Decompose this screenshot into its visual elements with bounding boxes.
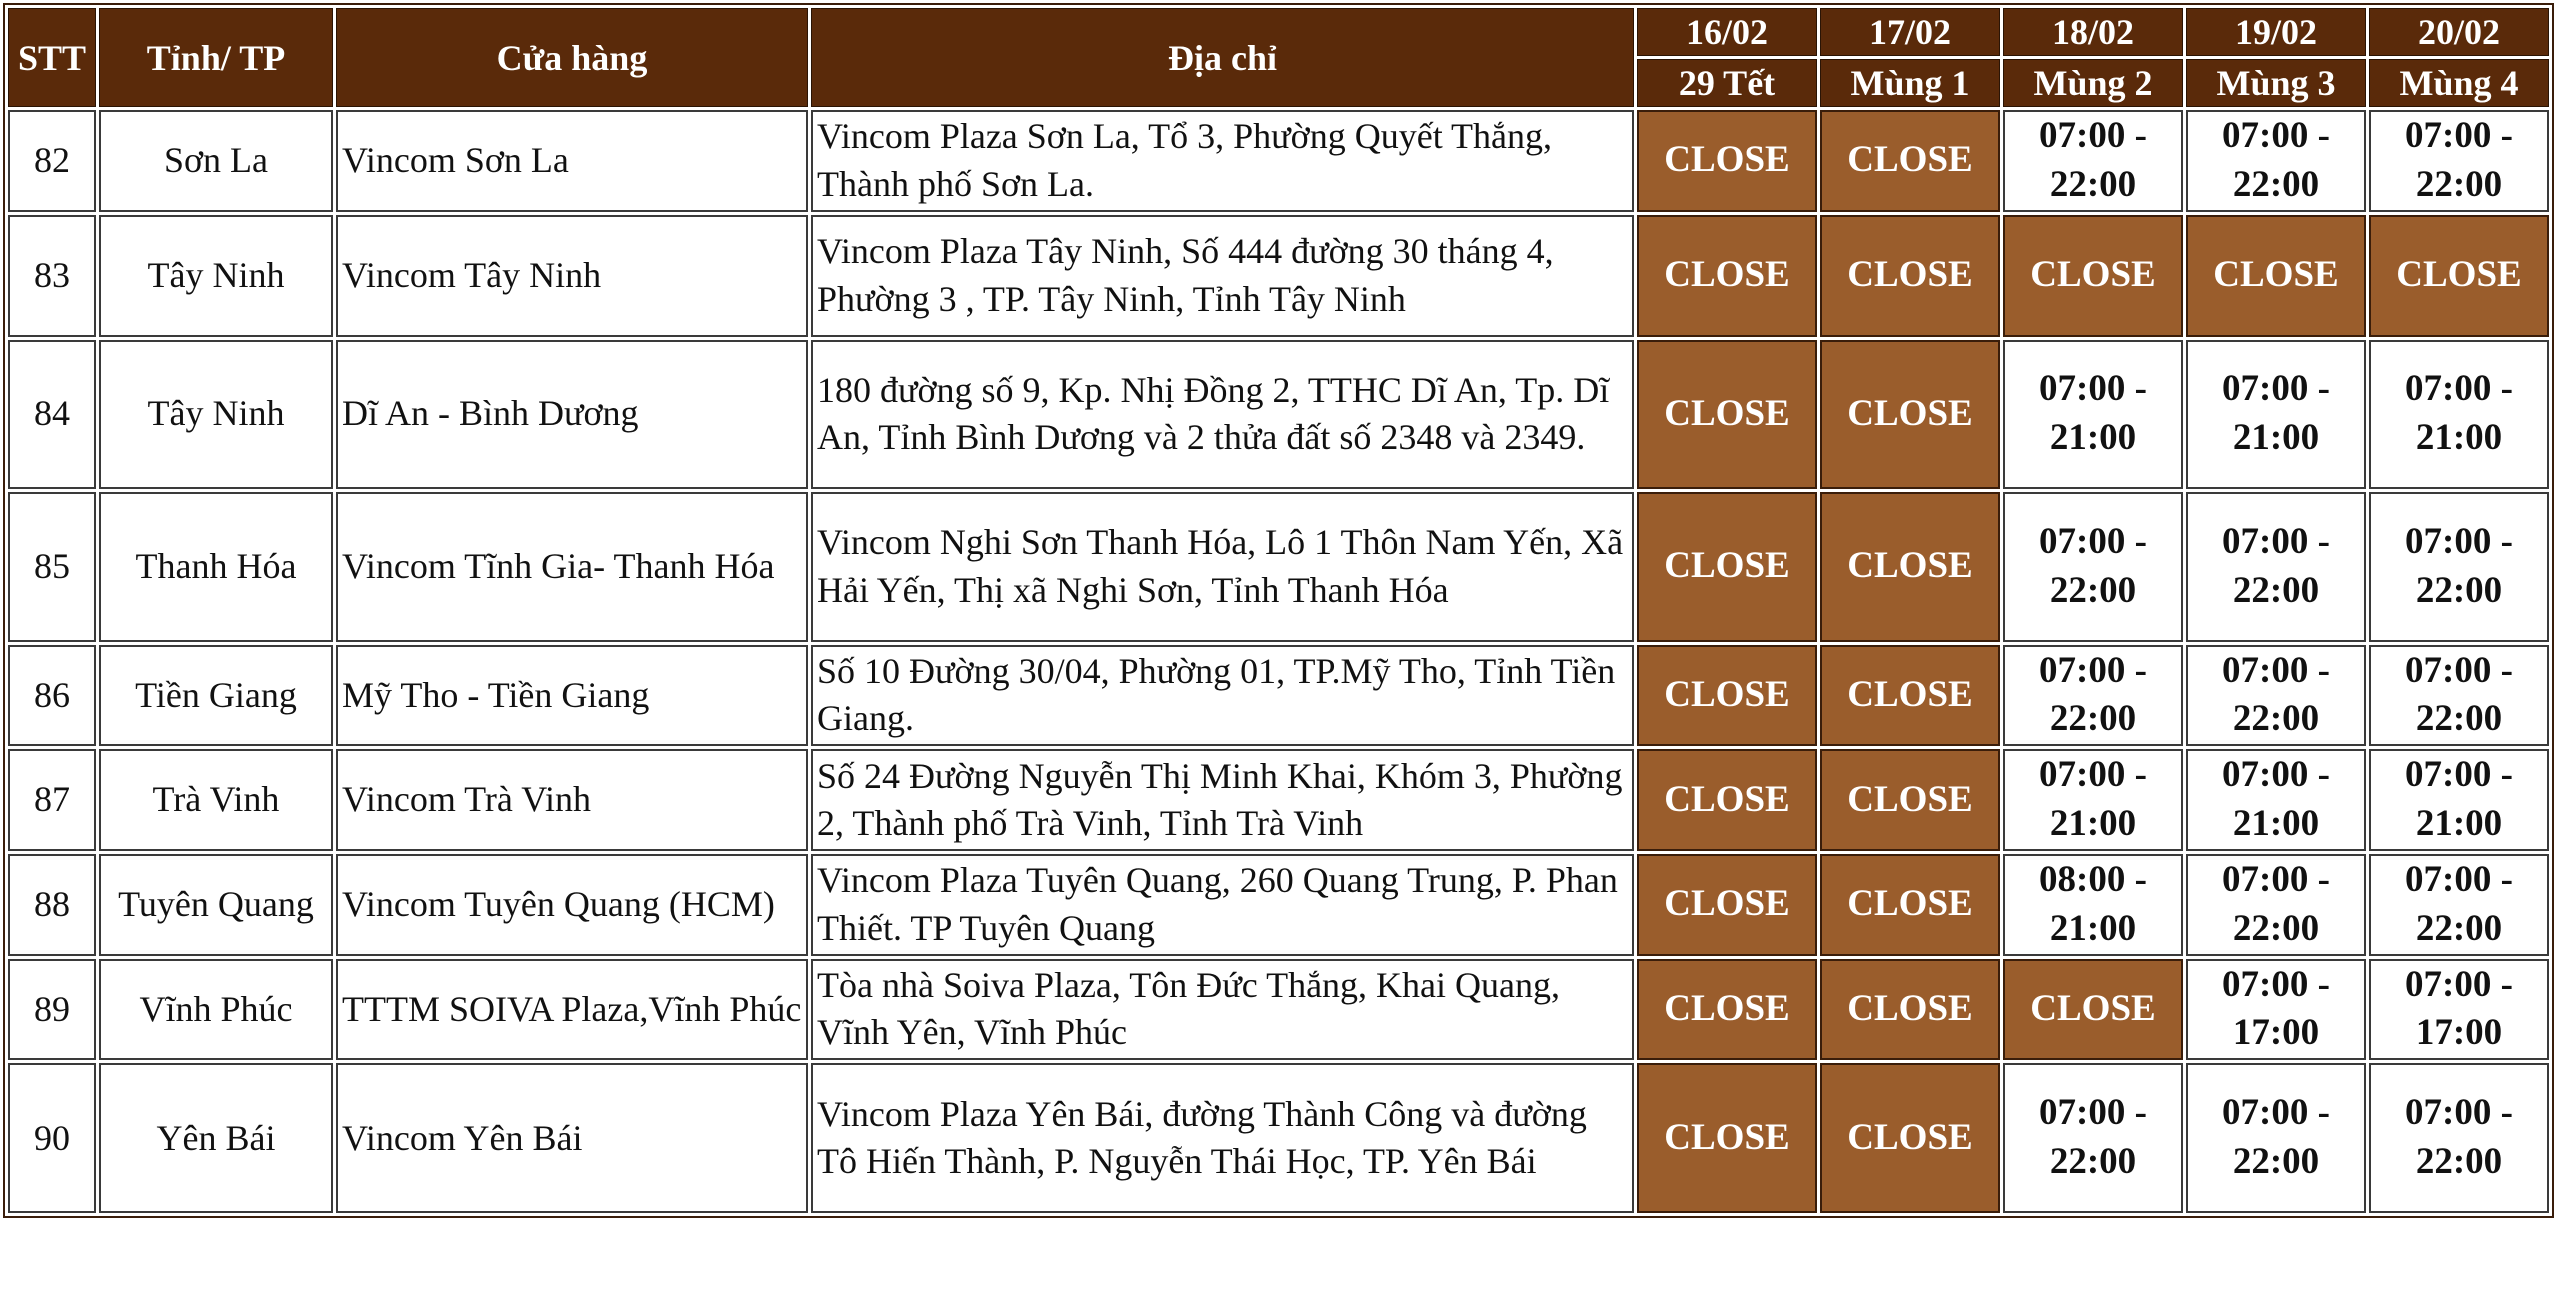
header-date: 16/02: [1637, 8, 1817, 56]
table-row: [8, 340, 2549, 489]
opening-time: 07:00 -: [2039, 368, 2147, 410]
status-hours: [2369, 110, 2549, 212]
table-header: [8, 8, 2549, 107]
opening-time: 07:00 -: [2405, 520, 2513, 562]
row-number: 87: [8, 749, 96, 851]
status-closed: CLOSE: [1637, 1063, 1817, 1213]
header-date: 17/02: [1820, 8, 2000, 56]
row-number: 88: [8, 854, 96, 956]
opening-time: 07:00 -: [2039, 649, 2147, 691]
province-cell: Yên Bái: [99, 1063, 333, 1213]
opening-time: 07:00 -: [2405, 754, 2513, 796]
address-cell: Số 10 Đường 30/04, Phường 01, TP.Mỹ Tho, Tỉnh Tiền Giang.: [811, 645, 1634, 747]
store-name-cell: Vincom Yên Bái: [336, 1063, 808, 1213]
table-row: [8, 492, 2549, 642]
store-name-cell: Vincom Sơn La: [336, 110, 808, 212]
table-row: [8, 110, 2549, 212]
row-number: 84: [8, 340, 96, 489]
status-hours: [2369, 959, 2549, 1061]
header-address: Địa chỉ: [811, 8, 1634, 107]
status-hours: [2186, 645, 2366, 747]
status-closed: CLOSE: [1637, 492, 1817, 642]
closing-time: 22:00: [2049, 569, 2137, 611]
row-number: 83: [8, 215, 96, 337]
status-closed: CLOSE: [2369, 215, 2549, 337]
store-name-cell: Mỹ Tho - Tiền Giang: [336, 645, 808, 747]
closing-time: 22:00: [2049, 163, 2137, 205]
status-hours: [2003, 1063, 2183, 1213]
status-hours: [2369, 492, 2549, 642]
status-hours: [2003, 854, 2183, 956]
store-hours-table: [3, 3, 2554, 1218]
status-hours: [2003, 110, 2183, 212]
status-hours: [2186, 1063, 2366, 1213]
opening-time: 08:00 -: [2039, 858, 2147, 900]
status-closed: CLOSE: [1820, 340, 2000, 489]
opening-time: 07:00 -: [2222, 963, 2330, 1005]
header-date: 18/02: [2003, 8, 2183, 56]
opening-time: 07:00 -: [2222, 520, 2330, 562]
closing-time: 22:00: [2415, 698, 2503, 740]
closing-time: 21:00: [2232, 417, 2320, 459]
status-hours: [2369, 749, 2549, 851]
status-hours: [2369, 340, 2549, 489]
row-number: 82: [8, 110, 96, 212]
address-cell: Vincom Plaza Tây Ninh, Số 444 đường 30 tháng 4, Phường 3 , TP. Tây Ninh, Tỉnh Tây Ninh: [811, 215, 1634, 337]
status-closed: CLOSE: [1820, 749, 2000, 851]
header-province: Tỉnh/ TP: [99, 8, 333, 107]
status-hours: [2369, 1063, 2549, 1213]
address-cell: Số 24 Đường Nguyễn Thị Minh Khai, Khóm 3, Phường 2, Thành phố Trà Vinh, Tỉnh Trà Vinh: [811, 749, 1634, 851]
province-cell: Tây Ninh: [99, 340, 333, 489]
header-row-top: [8, 8, 2549, 56]
province-cell: Tuyên Quang: [99, 854, 333, 956]
header-lunar-day: Mùng 2: [2003, 59, 2183, 107]
store-name-cell: TTTM SOIVA Plaza,Vĩnh Phúc: [336, 959, 808, 1061]
opening-time: 07:00 -: [2405, 1092, 2513, 1134]
address-cell: Vincom Plaza Yên Bái, đường Thành Công và đường Tô Hiến Thành, P. Nguyễn Thái Học, TP. Yên Bái: [811, 1063, 1634, 1213]
header-stt: STT: [8, 8, 96, 107]
status-closed: CLOSE: [1820, 854, 2000, 956]
status-hours: [2003, 492, 2183, 642]
status-hours: [2186, 492, 2366, 642]
province-cell: Sơn La: [99, 110, 333, 212]
table-row: [8, 749, 2549, 851]
closing-time: 22:00: [2232, 907, 2320, 949]
province-cell: Tây Ninh: [99, 215, 333, 337]
address-cell: Tòa nhà Soiva Plaza, Tôn Đức Thắng, Khai Quang, Vĩnh Yên, Vĩnh Phúc: [811, 959, 1634, 1061]
status-closed: CLOSE: [1637, 215, 1817, 337]
closing-time: 21:00: [2049, 803, 2137, 845]
closing-time: 21:00: [2049, 907, 2137, 949]
closing-time: 21:00: [2415, 417, 2503, 459]
header-lunar-day: Mùng 3: [2186, 59, 2366, 107]
status-hours: [2369, 645, 2549, 747]
store-name-cell: Vincom Trà Vinh: [336, 749, 808, 851]
closing-time: 22:00: [2232, 569, 2320, 611]
row-number: 86: [8, 645, 96, 747]
table-row: [8, 645, 2549, 747]
status-closed: CLOSE: [2003, 959, 2183, 1061]
status-closed: CLOSE: [1820, 492, 2000, 642]
header-lunar-day: Mùng 1: [1820, 59, 2000, 107]
address-cell: 180 đường số 9, Kp. Nhị Đồng 2, TTHC Dĩ An, Tp. Dĩ An, Tỉnh Bình Dương và 2 thửa đất số 2348 và 2349.: [811, 340, 1634, 489]
province-cell: Trà Vinh: [99, 749, 333, 851]
opening-time: 07:00 -: [2039, 754, 2147, 796]
opening-time: 07:00 -: [2405, 858, 2513, 900]
status-closed: CLOSE: [2186, 215, 2366, 337]
opening-time: 07:00 -: [2039, 1092, 2147, 1134]
opening-time: 07:00 -: [2222, 858, 2330, 900]
status-hours: [2186, 110, 2366, 212]
status-hours: [2186, 340, 2366, 489]
closing-time: 22:00: [2415, 569, 2503, 611]
status-closed: CLOSE: [1637, 854, 1817, 956]
closing-time: 22:00: [2232, 1141, 2320, 1183]
status-closed: CLOSE: [1820, 110, 2000, 212]
table-body: [8, 110, 2549, 1213]
opening-time: 07:00 -: [2405, 368, 2513, 410]
opening-time: 07:00 -: [2222, 754, 2330, 796]
closing-time: 21:00: [2232, 803, 2320, 845]
closing-time: 17:00: [2232, 1012, 2320, 1054]
province-cell: Thanh Hóa: [99, 492, 333, 642]
header-lunar-day: 29 Tết: [1637, 59, 1817, 107]
province-cell: Tiền Giang: [99, 645, 333, 747]
opening-time: 07:00 -: [2405, 963, 2513, 1005]
status-closed: CLOSE: [1637, 959, 1817, 1061]
table-row: [8, 959, 2549, 1061]
row-number: 90: [8, 1063, 96, 1213]
header-lunar-day: Mùng 4: [2369, 59, 2549, 107]
address-cell: Vincom Nghi Sơn Thanh Hóa, Lô 1 Thôn Nam Yến, Xã Hải Yến, Thị xã Nghi Sơn, Tỉnh Thanh Hóa: [811, 492, 1634, 642]
closing-time: 22:00: [2415, 163, 2503, 205]
status-hours: [2186, 854, 2366, 956]
status-closed: CLOSE: [1820, 959, 2000, 1061]
closing-time: 22:00: [2232, 163, 2320, 205]
table-row: [8, 854, 2549, 956]
address-cell: Vincom Plaza Sơn La, Tổ 3, Phường Quyết Thắng, Thành phố Sơn La.: [811, 110, 1634, 212]
table-row: [8, 1063, 2549, 1213]
status-hours: [2003, 645, 2183, 747]
status-closed: CLOSE: [1820, 1063, 2000, 1213]
opening-time: 07:00 -: [2039, 115, 2147, 156]
closing-time: 22:00: [2415, 907, 2503, 949]
status-closed: CLOSE: [1637, 110, 1817, 212]
address-cell: Vincom Plaza Tuyên Quang, 260 Quang Trung, P. Phan Thiết. TP Tuyên Quang: [811, 854, 1634, 956]
header-date: 19/02: [2186, 8, 2366, 56]
status-closed: CLOSE: [1637, 645, 1817, 747]
opening-time: 07:00 -: [2222, 368, 2330, 410]
status-closed: CLOSE: [1820, 215, 2000, 337]
opening-time: 07:00 -: [2039, 520, 2147, 562]
status-closed: CLOSE: [1637, 340, 1817, 489]
closing-time: 21:00: [2415, 803, 2503, 845]
header-date: 20/02: [2369, 8, 2549, 56]
store-name-cell: Vincom Tuyên Quang (HCM): [336, 854, 808, 956]
status-hours: [2186, 959, 2366, 1061]
store-name-cell: Dĩ An - Bình Dương: [336, 340, 808, 489]
status-closed: CLOSE: [1820, 645, 2000, 747]
province-cell: Vĩnh Phúc: [99, 959, 333, 1061]
opening-time: 07:00 -: [2222, 115, 2330, 156]
status-hours: [2369, 854, 2549, 956]
table-row: [8, 215, 2549, 337]
opening-time: 07:00 -: [2405, 649, 2513, 691]
opening-time: 07:00 -: [2222, 649, 2330, 691]
store-name-cell: Vincom Tĩnh Gia- Thanh Hóa: [336, 492, 808, 642]
closing-time: 22:00: [2232, 698, 2320, 740]
status-hours: [2003, 749, 2183, 851]
closing-time: 22:00: [2049, 698, 2137, 740]
status-hours: [2003, 340, 2183, 489]
status-closed: CLOSE: [1637, 749, 1817, 851]
row-number: 89: [8, 959, 96, 1061]
status-hours: [2186, 749, 2366, 851]
header-store: Cửa hàng: [336, 8, 808, 107]
closing-time: 21:00: [2049, 417, 2137, 459]
closing-time: 22:00: [2415, 1141, 2503, 1183]
row-number: 85: [8, 492, 96, 642]
opening-time: 07:00 -: [2405, 115, 2513, 156]
store-name-cell: Vincom Tây Ninh: [336, 215, 808, 337]
opening-time: 07:00 -: [2222, 1092, 2330, 1134]
closing-time: 17:00: [2415, 1012, 2503, 1054]
closing-time: 22:00: [2049, 1141, 2137, 1183]
status-closed: CLOSE: [2003, 215, 2183, 337]
